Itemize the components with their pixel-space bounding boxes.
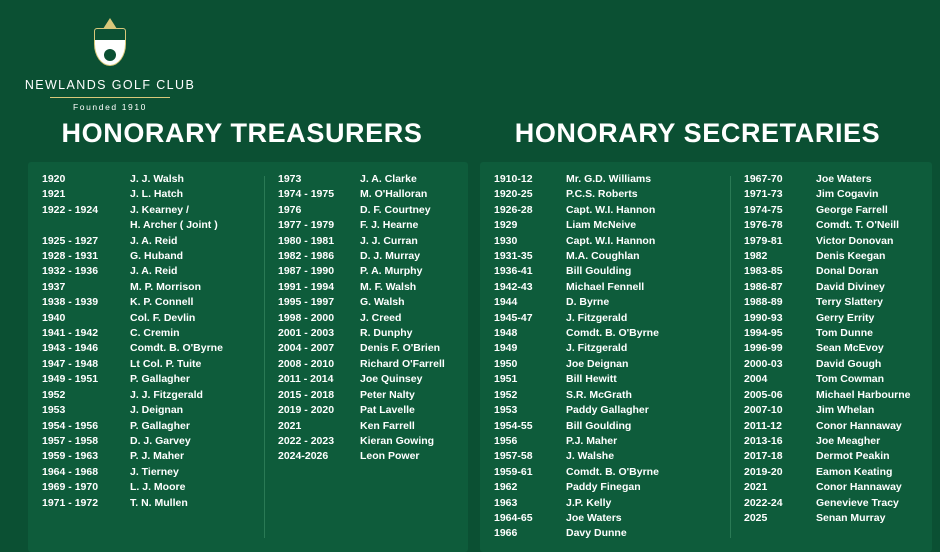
- name: Senan Murray: [816, 511, 886, 524]
- year: 2015 - 2018: [278, 388, 335, 401]
- name: Joe Quinsey: [360, 373, 423, 386]
- list-item: [744, 326, 940, 341]
- name: G. Walsh: [360, 296, 405, 309]
- list-item: [42, 326, 250, 341]
- year: 1949 - 1951: [42, 373, 99, 386]
- name: Ken Farrell: [360, 419, 415, 432]
- name: J. Creed: [360, 311, 402, 324]
- list-item: [744, 388, 940, 403]
- year: 1920: [42, 173, 66, 185]
- name: Jim Whelan: [816, 404, 875, 417]
- list-item: [494, 419, 716, 434]
- list-item: [494, 496, 716, 511]
- name: Joe Meagher: [816, 434, 881, 447]
- year: 1963: [494, 496, 518, 509]
- year: 1954 - 1956: [42, 419, 99, 432]
- list-item: [494, 311, 716, 326]
- list-item: [278, 419, 470, 434]
- list-item: [278, 311, 470, 326]
- list-item: [744, 187, 940, 202]
- list-item: [42, 403, 250, 418]
- year: 1936-41: [494, 265, 533, 278]
- name: P.C.S. Roberts: [566, 188, 638, 201]
- year: 1996-99: [744, 342, 783, 355]
- year: 1976-78: [744, 219, 783, 232]
- year: 1929: [494, 219, 518, 232]
- year: 1945-47: [494, 311, 533, 324]
- name: David Diviney: [816, 280, 885, 293]
- name: M. O'Halloran: [360, 188, 428, 201]
- year: 1987 - 1990: [278, 265, 335, 278]
- name: Liam McNeive: [566, 219, 637, 232]
- name: S.R. McGrath: [566, 388, 632, 401]
- list-item: [494, 249, 716, 264]
- name: G. Huband: [130, 250, 184, 263]
- year: 2011-12: [744, 419, 782, 432]
- list-item: [744, 295, 940, 310]
- name: P. Gallagher: [130, 373, 190, 386]
- name: Comdt. B. O'Byrne: [130, 342, 223, 355]
- year: 1920-25: [494, 188, 533, 201]
- list-item: [744, 249, 940, 264]
- list-item: [494, 357, 716, 372]
- list-item: [278, 249, 470, 264]
- list-item: [278, 234, 470, 249]
- name: Paddy Gallagher: [566, 404, 649, 417]
- list-item: [744, 341, 940, 356]
- name: H. Archer ( Joint ): [130, 219, 218, 232]
- name: Mr. G.D. Williams: [566, 173, 652, 185]
- name: T. N. Mullen: [130, 496, 188, 509]
- year: 2013-16: [744, 434, 783, 447]
- name: Richard O'Farrell: [360, 357, 445, 370]
- name: J.P. Kelly: [566, 496, 612, 509]
- name: Eamon Keating: [816, 465, 893, 478]
- year: 1998 - 2000: [278, 311, 335, 324]
- name: Denis Keegan: [816, 250, 886, 263]
- year: 1967-70: [744, 173, 783, 185]
- year: 2011 - 2014: [278, 373, 334, 386]
- secretaries-column-1: [480, 172, 730, 542]
- name: Peter Nalty: [360, 388, 415, 401]
- treasurers-column-1: [28, 172, 264, 542]
- list-item: [744, 480, 940, 495]
- list-item: [278, 403, 470, 418]
- list-item: [278, 388, 470, 403]
- year: 1957-58: [494, 450, 533, 463]
- name: George Farrell: [816, 203, 888, 216]
- section-headings: [0, 118, 940, 149]
- list-item: [494, 526, 716, 541]
- list-item: [42, 172, 250, 187]
- year: 1942-43: [494, 280, 533, 293]
- year: 1952: [42, 388, 66, 401]
- list-item: [42, 434, 250, 449]
- year: 1962: [494, 481, 518, 494]
- year: 1980 - 1981: [278, 234, 335, 247]
- year: 1944: [494, 296, 518, 309]
- year: 1973: [278, 173, 302, 185]
- year: 2019 - 2020: [278, 404, 335, 417]
- panel-honorary-treasurers: [28, 162, 468, 552]
- name: Joe Waters: [816, 173, 872, 185]
- name: Comdt. T. O'Neill: [816, 219, 900, 232]
- year: 1971 - 1972: [42, 496, 99, 509]
- name: Paddy Finegan: [566, 481, 641, 494]
- list-item: [42, 496, 250, 511]
- name: J. A. Clarke: [360, 173, 417, 185]
- name: Tom Cowman: [816, 373, 885, 386]
- club-identity: [0, 18, 220, 112]
- list-item: [744, 218, 940, 233]
- name: J. A. Reid: [130, 265, 178, 278]
- year: 2025: [744, 511, 768, 524]
- name: Jim Cogavin: [816, 188, 879, 201]
- list-item: [494, 203, 716, 218]
- name: J. Walshe: [566, 450, 615, 463]
- name: Dermot Peakin: [816, 450, 890, 463]
- divider: [50, 97, 170, 98]
- year: 1995 - 1997: [278, 296, 335, 309]
- name: P. Gallagher: [130, 419, 190, 432]
- list-item: [744, 372, 940, 387]
- name: David Gough: [816, 357, 882, 370]
- name: J. Fitzgerald: [566, 311, 628, 324]
- lists-container: [0, 162, 940, 552]
- name: Bill Goulding: [566, 419, 632, 432]
- year: 1974-75: [744, 203, 783, 216]
- year: 1976: [278, 203, 302, 216]
- list-item: [744, 172, 940, 187]
- year: 2022-24: [744, 496, 783, 509]
- year: 1921: [42, 188, 66, 201]
- name: Kieran Gowing: [360, 434, 435, 447]
- list-item: [744, 465, 940, 480]
- list-item: [494, 295, 716, 310]
- list-item: [42, 218, 250, 233]
- list-item: [494, 264, 716, 279]
- name: Leon Power: [360, 450, 420, 463]
- list-item: [42, 311, 250, 326]
- list-item: [278, 434, 470, 449]
- year: 1910-12: [494, 173, 533, 185]
- list-item: [278, 280, 470, 295]
- name: Terry Slattery: [816, 296, 883, 309]
- name: Michael Fennell: [566, 280, 645, 293]
- heading-honorary-secretaries: HONORARY SECRETARIES: [514, 118, 881, 148]
- list-item: [744, 280, 940, 295]
- list-item: [278, 187, 470, 202]
- heading-honorary-treasurers: HONORARY TREASURERS: [61, 118, 423, 148]
- name: Lt Col. P. Tuite: [130, 357, 202, 370]
- year: 1982: [744, 250, 768, 263]
- name: R. Dunphy: [360, 327, 413, 340]
- name: Joe Waters: [566, 511, 622, 524]
- secretaries-column-2: [730, 172, 940, 542]
- list-item: [744, 311, 940, 326]
- list-item: [744, 264, 940, 279]
- name: J. Tierney: [130, 465, 179, 478]
- golf-club-crest-icon: [89, 18, 131, 72]
- list-item: [494, 341, 716, 356]
- treasurers-column-2: [264, 172, 484, 542]
- name: P.J. Maher: [566, 434, 618, 447]
- name: F. J. Hearne: [360, 219, 419, 232]
- year: 1941 - 1942: [42, 327, 99, 340]
- year: 1994-95: [744, 327, 783, 340]
- year: 1937: [42, 280, 66, 293]
- name: K. P. Connell: [130, 296, 194, 309]
- year: 1940: [42, 311, 66, 324]
- list-item: [744, 449, 940, 464]
- name: Capt. W.I. Hannon: [566, 234, 656, 247]
- name: Bill Goulding: [566, 265, 632, 278]
- name: Comdt. B. O'Byrne: [566, 327, 659, 340]
- year: 1943 - 1946: [42, 342, 99, 355]
- year: 1953: [494, 404, 518, 417]
- list-item: [494, 403, 716, 418]
- year: 1925 - 1927: [42, 234, 99, 247]
- year: 1977 - 1979: [278, 219, 335, 232]
- year: 2017-18: [744, 450, 783, 463]
- year: 1951: [494, 373, 518, 386]
- list-item: [42, 341, 250, 356]
- list-item: [42, 187, 250, 202]
- list-item: [744, 419, 940, 434]
- list-item: [42, 234, 250, 249]
- list-item: [42, 203, 250, 218]
- name: Tom Dunne: [816, 327, 873, 340]
- list-item: [42, 249, 250, 264]
- name: Gerry Errity: [816, 311, 875, 324]
- panel-honorary-secretaries: [480, 162, 932, 552]
- year: 2005-06: [744, 388, 783, 401]
- year: 1959-61: [494, 465, 533, 478]
- list-item: [42, 449, 250, 464]
- list-item: [42, 419, 250, 434]
- list-item: [744, 496, 940, 511]
- list-item: [278, 203, 470, 218]
- year: 1932 - 1936: [42, 265, 99, 278]
- list-item: [494, 187, 716, 202]
- year: 2000-03: [744, 357, 783, 370]
- name: D. J. Murray: [360, 250, 421, 263]
- name: Michael Harbourne: [816, 388, 911, 401]
- year: 1964-65: [494, 511, 533, 524]
- list-item: [494, 234, 716, 249]
- name: D. J. Garvey: [130, 434, 191, 447]
- year: 1957 - 1958: [42, 434, 99, 447]
- year: 2021: [278, 419, 302, 432]
- name: D. Byrne: [566, 296, 610, 309]
- year: 2008 - 2010: [278, 357, 335, 370]
- year: 1950: [494, 357, 518, 370]
- year: 1969 - 1970: [42, 481, 99, 494]
- year: 1986-87: [744, 280, 783, 293]
- year: 1982 - 1986: [278, 250, 335, 263]
- year: 2004: [744, 373, 768, 386]
- year: 1926-28: [494, 203, 533, 216]
- list-item: [744, 203, 940, 218]
- name: M.A. Coughlan: [566, 250, 640, 263]
- year: 1956: [494, 434, 518, 447]
- list-item: [494, 511, 716, 526]
- year: 1928 - 1931: [42, 250, 99, 263]
- list-item: [494, 449, 716, 464]
- list-item: [494, 388, 716, 403]
- list-item: [494, 480, 716, 495]
- name: Donal Doran: [816, 265, 879, 278]
- list-item: [744, 511, 940, 526]
- name: Victor Donovan: [816, 234, 894, 247]
- list-item: [494, 172, 716, 187]
- year: 1938 - 1939: [42, 296, 99, 309]
- list-item: [278, 295, 470, 310]
- name: Pat Lavelle: [360, 404, 415, 417]
- year: 2022 - 2023: [278, 434, 335, 447]
- list-item: [494, 218, 716, 233]
- name: J. J. Fitzgerald: [130, 388, 203, 401]
- name: D. F. Courtney: [360, 203, 431, 216]
- year: 1949: [494, 342, 518, 355]
- year: 1947 - 1948: [42, 357, 99, 370]
- list-item: [42, 465, 250, 480]
- list-item: [494, 280, 716, 295]
- year: 2007-10: [744, 404, 783, 417]
- year: 2024-2026: [278, 450, 329, 463]
- list-item: [42, 295, 250, 310]
- list-item: [494, 465, 716, 480]
- year: 2001 - 2003: [278, 327, 335, 340]
- list-item: [42, 388, 250, 403]
- name: M. F. Walsh: [360, 280, 417, 293]
- year: 1959 - 1963: [42, 450, 99, 463]
- year: 1931-35: [494, 250, 533, 263]
- year: 1930: [494, 234, 518, 247]
- name: P. J. Maher: [130, 450, 185, 463]
- name: L. J. Moore: [130, 481, 186, 494]
- year: 1979-81: [744, 234, 783, 247]
- name: C. Cremin: [130, 327, 180, 340]
- year: 1922 - 1924: [42, 203, 99, 216]
- name: Genevieve Tracy: [816, 496, 899, 509]
- year: 1988-89: [744, 296, 783, 309]
- name: Conor Hannaway: [816, 419, 902, 432]
- name: Capt. W.I. Hannon: [566, 203, 656, 216]
- list-item: [42, 280, 250, 295]
- name: J. Deignan: [130, 404, 184, 417]
- year: 1952: [494, 388, 518, 401]
- name: Bill Hewitt: [566, 373, 617, 386]
- list-item: [278, 357, 470, 372]
- list-item: [278, 326, 470, 341]
- list-item: [278, 218, 470, 233]
- name: J. L. Hatch: [130, 188, 184, 201]
- year: 2019-20: [744, 465, 783, 478]
- list-item: [494, 326, 716, 341]
- name: J. A. Reid: [130, 234, 178, 247]
- name: Comdt. B. O'Byrne: [566, 465, 659, 478]
- list-item: [278, 264, 470, 279]
- year: 1948: [494, 327, 518, 340]
- list-item: [42, 357, 250, 372]
- year: 1954-55: [494, 419, 533, 432]
- year: 1964 - 1968: [42, 465, 99, 478]
- list-item: [42, 372, 250, 387]
- list-item: [278, 172, 470, 187]
- year: 1991 - 1994: [278, 280, 335, 293]
- name: J. J. Walsh: [130, 173, 184, 185]
- name: Joe Deignan: [566, 357, 629, 370]
- year: 1983-85: [744, 265, 783, 278]
- list-item: [278, 449, 470, 464]
- name: Col. F. Devlin: [130, 311, 196, 324]
- name: J. J. Curran: [360, 234, 418, 247]
- year: 2021: [744, 481, 768, 494]
- club-founded: Founded 1910: [72, 102, 148, 112]
- list-item: [744, 403, 940, 418]
- list-item: [42, 480, 250, 495]
- name: M. P. Morrison: [130, 280, 201, 293]
- name: Denis F. O'Brien: [360, 342, 441, 355]
- name: Sean McEvoy: [816, 342, 884, 355]
- name: Conor Hannaway: [816, 481, 902, 494]
- name: P. A. Murphy: [360, 265, 423, 278]
- list-item: [494, 372, 716, 387]
- list-item: [42, 264, 250, 279]
- name: J. Kearney /: [130, 203, 189, 216]
- name: J. Fitzgerald: [566, 342, 628, 355]
- list-item: [278, 372, 470, 387]
- year: 1990-93: [744, 311, 783, 324]
- list-item: [744, 234, 940, 249]
- list-item: [494, 434, 716, 449]
- year: 1974 - 1975: [278, 188, 335, 201]
- list-item: [278, 341, 470, 356]
- year: 1953: [42, 404, 66, 417]
- list-item: [744, 434, 940, 449]
- name: Davy Dunne: [566, 527, 627, 540]
- club-name: NEWLANDS GOLF CLUB: [24, 78, 196, 92]
- list-item: [744, 357, 940, 372]
- year: 1966: [494, 527, 518, 540]
- year: 2004 - 2007: [278, 342, 335, 355]
- year: 1971-73: [744, 188, 783, 201]
